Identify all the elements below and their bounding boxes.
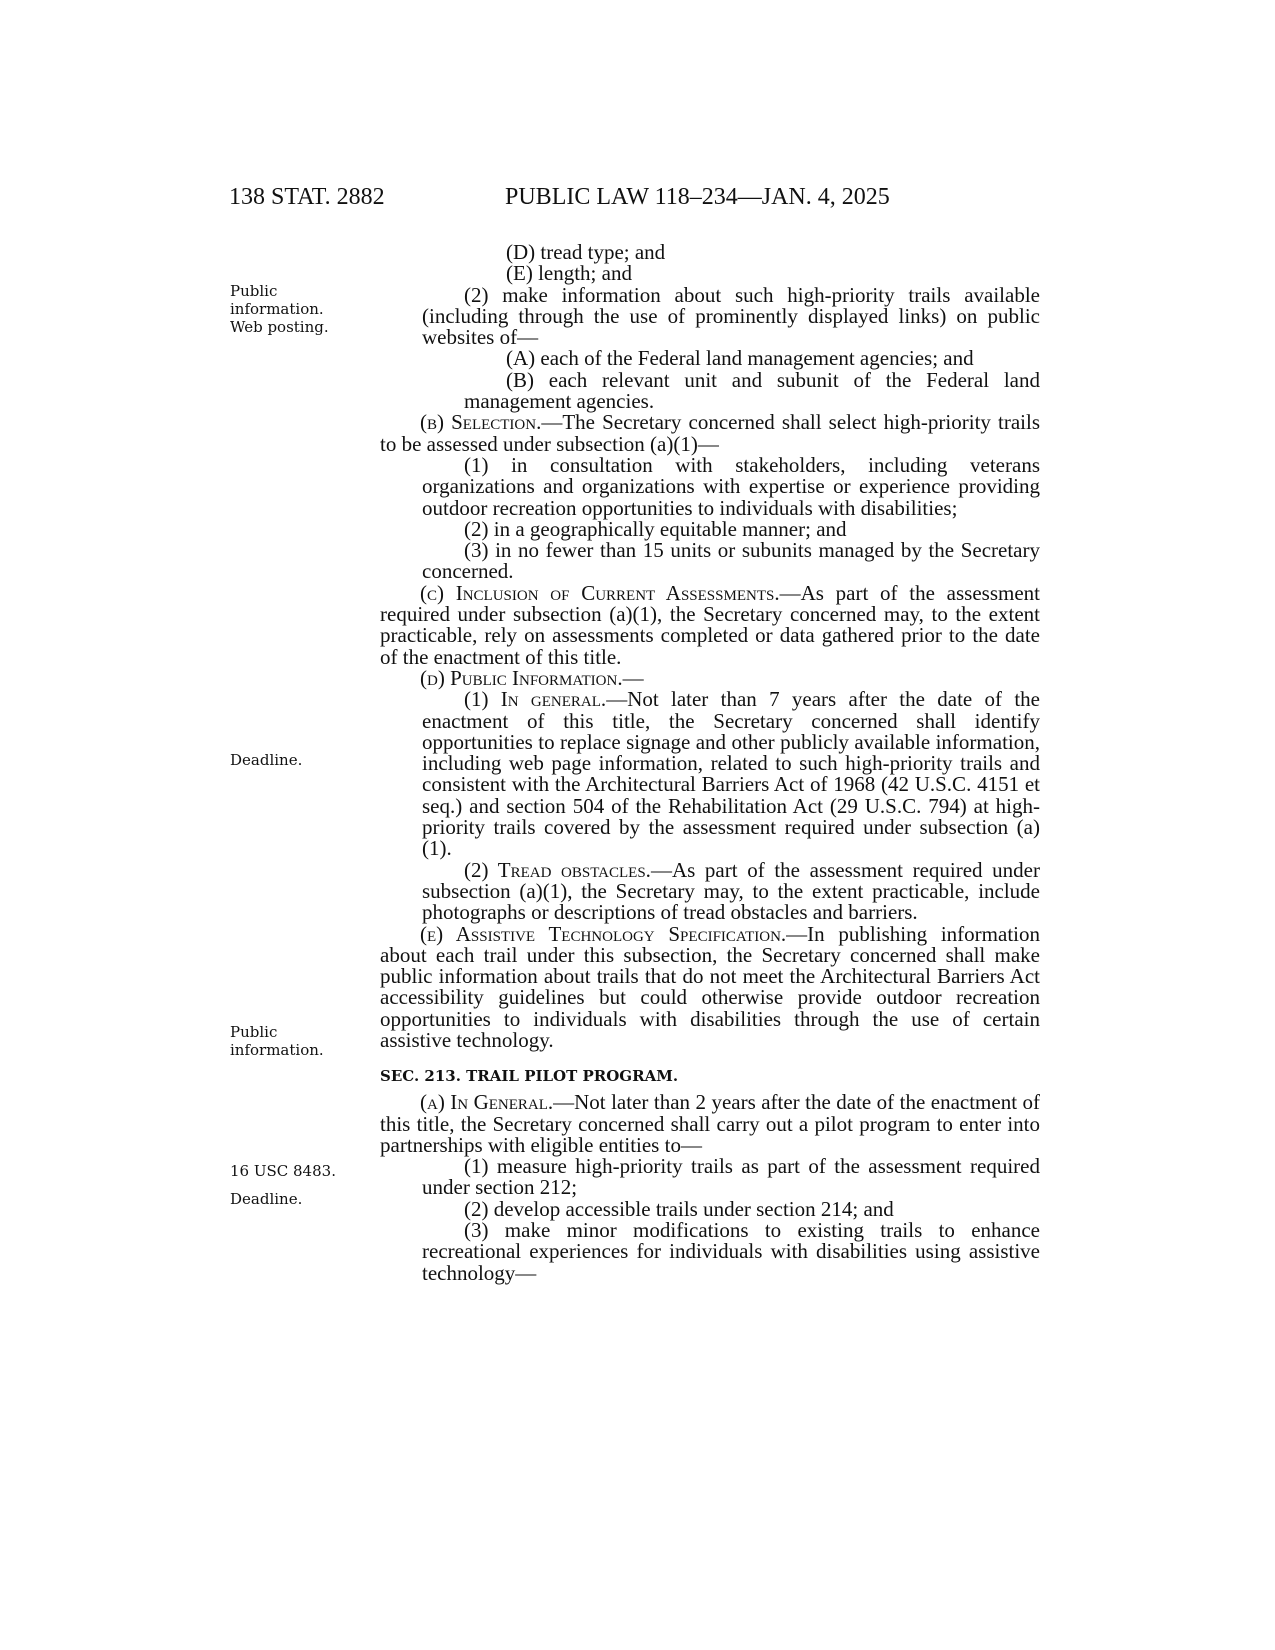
subsection-heading: (e) Assistive Technology Specification. xyxy=(420,921,787,946)
margin-note-line: information. xyxy=(230,1041,324,1059)
margin-note-line: Public xyxy=(230,1023,278,1041)
paragraph-2-make-information: (2) make information about such high-priority trails available (including through the use of prominently displayed links) on public websites of— xyxy=(422,282,1040,350)
subsection-text: — xyxy=(622,665,644,690)
subsection-heading: (a) In General. xyxy=(420,1090,554,1115)
subsection-heading: (c) Inclusion of Current Assessments. xyxy=(420,580,780,605)
subsection-d-public-information xyxy=(380,665,1040,690)
paragraph-heading: (2) Tread obstacles. xyxy=(464,857,651,882)
paragraph-b2: (2) in a geographically equitable manner; and xyxy=(464,516,847,541)
paragraph-2b-units: (B) each relevant unit and subunit of the Federal land management agencies. xyxy=(464,367,1040,414)
section-213-paragraph-2: (2) develop accessible trails under section 214; and xyxy=(464,1196,894,1221)
subsection-text: —The Secretary concerned shall select high-priority trails to be assessed under subsection (a)(1)— xyxy=(380,410,1040,456)
section-213-paragraph-1: (1) measure high-priority trails as part of the assessment required under section 212; xyxy=(422,1154,1040,1200)
paragraph-2a-agencies: (A) each of the Federal land management agencies; and xyxy=(506,346,974,371)
margin-note-line: 16 USC 8483. xyxy=(230,1162,336,1180)
margin-note-deadline xyxy=(230,751,365,769)
section-213-subsection-a xyxy=(380,1092,1040,1156)
subsection-text: —As part of the assessment required under subsection (a)(1), the Secretary concerned may, to the extent practicable, rely on assessments completed or data gathered prior to the date of the enactment of this title. xyxy=(380,580,1040,669)
statute-body xyxy=(380,242,1040,1284)
margin-note-public-information-web-posting xyxy=(230,282,365,336)
paragraph-text: —Not later than 7 years after the date of the enactment of this title, the Secretary concerned shall identify opportunities to replace signage and other publicly available information, including web page information, related to such high-priority trails and consistent with the Architectural Barriers Act of 1968 (42 U.S.C. 4151 et seq.) and section 504 of the Rehabilitation Act (29 U.S.C. 794) at high-priority trails covered by the assessment required under subsection (a)(1). xyxy=(422,687,1040,861)
margin-note-usc-citation xyxy=(230,1162,365,1180)
subsection-heading: (b) Selection. xyxy=(420,410,542,435)
paragraph-b3: (3) in no fewer than 15 units or subunits managed by the Secretary concerned. xyxy=(422,538,1040,584)
section-213-heading: SEC. 213. TRAIL PILOT PROGRAM. xyxy=(380,1067,679,1086)
page-number-header: 138 STAT. 2882 xyxy=(229,184,385,210)
subsection-heading: (d) Public Information. xyxy=(420,665,623,690)
paragraph-text: —As part of the assessment required under subsection (a)(1), the Secretary may, to the extent practicable, include photographs or descriptions of tread obstacles and barriers. xyxy=(422,857,1040,925)
margin-note-deadline xyxy=(230,1190,365,1208)
paragraph-d2-tread-obstacles xyxy=(380,857,1040,925)
paragraph-b1: (1) in consultation with stakeholders, including veterans organizations and organizations with expertise or experience providing outdoor recreation opportunities to individuals with disabilities; xyxy=(422,452,1040,520)
subsection-text: —Not later than 2 years after the date of the enactment of this title, the Secretary concerned shall carry out a pilot program to enter into partnerships with eligible entities to— xyxy=(380,1090,1040,1157)
public-law-header: PUBLIC LAW 118–234—JAN. 4, 2025 xyxy=(505,184,890,210)
subsection-b-selection xyxy=(380,412,1040,455)
margin-note-line: Web posting. xyxy=(230,318,329,336)
section-213-paragraph-3: (3) make minor modifications to existing trails to enhance recreational experiences for individuals with disabilities using assistive technology— xyxy=(422,1218,1040,1285)
margin-note-line: Public xyxy=(230,282,278,300)
margin-note-line: Deadline. xyxy=(230,1190,303,1208)
paragraph-heading: (1) In general. xyxy=(464,687,607,712)
subsection-e-assistive-technology xyxy=(380,921,1040,1052)
margin-note-public-information xyxy=(230,1023,365,1059)
subsection-text: —In publishing information about each trail under this subsection, the Secretary concerned shall make public information about trails that do not meet the Architectural Barriers Act accessibility guidelines but could otherwise provide outdoor recreation opportunities to individuals with disabilities through the use of certain assistive technology. xyxy=(380,921,1040,1052)
margin-note-line: information. xyxy=(230,300,324,318)
subsection-c-inclusion xyxy=(380,580,1040,669)
paragraph-e-length: (E) length; and xyxy=(506,261,632,286)
paragraph-d1-in-general xyxy=(380,689,1040,859)
paragraph-d-tread-type: (D) tread type; and xyxy=(506,240,666,264)
margin-note-line: Deadline. xyxy=(230,751,303,769)
